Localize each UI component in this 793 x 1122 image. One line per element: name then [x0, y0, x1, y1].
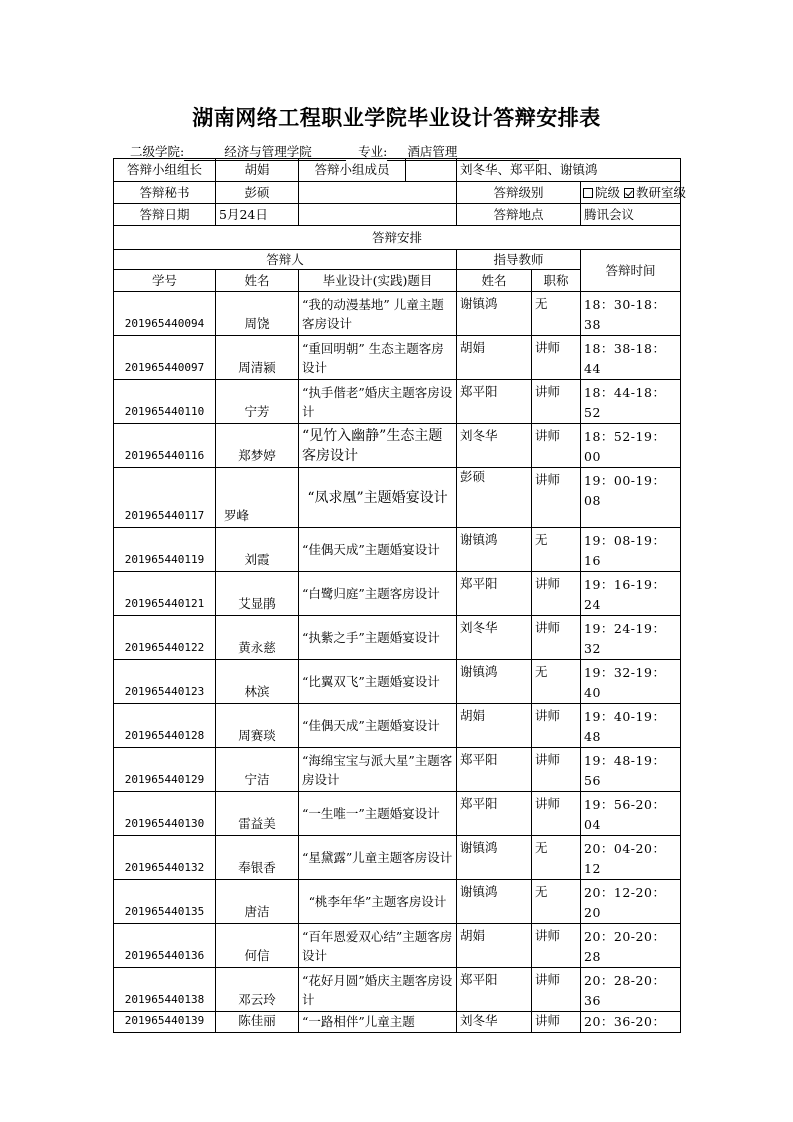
advisor-name: 郑平阳	[457, 572, 532, 616]
topic-title: “佳偶天成”主题婚宴设计	[299, 528, 457, 572]
table-row	[114, 836, 681, 880]
table-row	[114, 380, 681, 424]
topic-title: “海绵宝宝与派大星”主题客房设计	[299, 748, 457, 792]
topic-title: “执手偕老”婚庆主题客房设计	[299, 380, 457, 424]
student-id: 201965440122	[114, 616, 216, 660]
student-name: 林滨	[216, 660, 299, 704]
student-name: 郑梦婷	[216, 424, 299, 468]
group-header-row	[114, 250, 681, 270]
advisor-rank: 讲师	[532, 1012, 581, 1033]
defense-time: 19：24-19：32	[581, 616, 681, 660]
level-label: 答辩级别	[457, 182, 581, 204]
advisor-rank: 无	[532, 292, 581, 336]
advisor-name: 刘冬华	[457, 424, 532, 468]
level-dept-checkbox[interactable]	[624, 188, 634, 198]
table-row	[114, 336, 681, 380]
student-id: 201965440138	[114, 968, 216, 1012]
defense-time: 18：38-18：44	[581, 336, 681, 380]
advisor-name: 谢镇鸿	[457, 880, 532, 924]
student-name: 邓云玲	[216, 968, 299, 1012]
advisor-rank: 讲师	[532, 572, 581, 616]
advisor-rank: 讲师	[532, 380, 581, 424]
college-value: 经济与管理学院	[184, 142, 346, 161]
advisor-name: 谢镇鸿	[457, 292, 532, 336]
topic-title: “重回明朝” 生态主题客房设计	[299, 336, 457, 380]
major-value: 酒店管理	[387, 142, 539, 161]
table-row	[114, 468, 681, 528]
student-id: 201965440117	[114, 468, 216, 528]
student-id: 201965440121	[114, 572, 216, 616]
student-id: 201965440110	[114, 380, 216, 424]
secretary-spacer	[299, 182, 457, 204]
student-name: 罗峰	[216, 468, 299, 528]
student-name: 何信	[216, 924, 299, 968]
secretary-label: 答辩秘书	[114, 182, 216, 204]
defense-time: 18：44-18：52	[581, 380, 681, 424]
student-id: 201965440119	[114, 528, 216, 572]
table-row	[114, 572, 681, 616]
advisor-name: 刘冬华	[457, 1012, 532, 1033]
advisor-rank: 无	[532, 528, 581, 572]
date-spacer	[299, 204, 457, 226]
place-label: 答辩地点	[457, 204, 581, 226]
student-name: 周清颍	[216, 336, 299, 380]
student-name: 奉银香	[216, 836, 299, 880]
topic-title: “执紫之手”主题婚宴设计	[299, 616, 457, 660]
advisor-name: 彭硕	[457, 468, 532, 528]
advisor-name: 刘冬华	[457, 616, 532, 660]
table-row	[114, 528, 681, 572]
defense-time: 19：56-20：04	[581, 792, 681, 836]
defense-time: 19：40-19：48	[581, 704, 681, 748]
info-row-date	[114, 204, 681, 226]
table-row	[114, 880, 681, 924]
advisor-rank: 讲师	[532, 792, 581, 836]
topic-title: “一路相伴”儿童主题	[299, 1012, 457, 1033]
advisor-name: 谢镇鸿	[457, 660, 532, 704]
advisor-name: 郑平阳	[457, 968, 532, 1012]
advisor-rank: 讲师	[532, 704, 581, 748]
student-name: 周赛琰	[216, 704, 299, 748]
student-name: 陈佳丽	[216, 1012, 299, 1033]
defense-schedule-table	[113, 158, 687, 1033]
table-row	[114, 748, 681, 792]
student-name: 周饶	[216, 292, 299, 336]
topic-title: “佳偶天成”主题婚宴设计	[299, 704, 457, 748]
col-id: 学号	[114, 270, 216, 292]
section-title: 答辩安排	[114, 226, 681, 250]
major-label: 专业:	[358, 144, 388, 159]
defense-time: 20：36-20：	[581, 1012, 681, 1033]
members-value: 刘冬华、郑平阳、谢镇鸿	[457, 159, 681, 182]
advisor-rank: 讲师	[532, 924, 581, 968]
defense-time: 19：48-19：56	[581, 748, 681, 792]
date-value: 5月24日	[216, 204, 299, 226]
advisor-name: 郑平阳	[457, 792, 532, 836]
defense-time: 19：32-19：40	[581, 660, 681, 704]
student-name: 唐洁	[216, 880, 299, 924]
table-row	[114, 704, 681, 748]
student-name: 宁洁	[216, 748, 299, 792]
defense-time: 19：08-19：16	[581, 528, 681, 572]
col-advisor-title: 职称	[532, 270, 581, 292]
advisor-rank: 无	[532, 660, 581, 704]
defense-time: 20：20-20：28	[581, 924, 681, 968]
advisor-rank: 讲师	[532, 468, 581, 528]
student-name: 宁芳	[216, 380, 299, 424]
topic-title: “我的动漫基地” 儿童主题客房设计	[299, 292, 457, 336]
table-row	[114, 616, 681, 660]
topic-title: “百年恩爱双心结”主题客房设计	[299, 924, 457, 968]
student-id: 201965440130	[114, 792, 216, 836]
student-name: 黄永慈	[216, 616, 299, 660]
defense-time: 18：52-19：00	[581, 424, 681, 468]
table-row	[114, 968, 681, 1012]
group-advisor: 指导教师	[457, 250, 581, 270]
level-dept-label: 教研室级	[636, 184, 687, 200]
members-cell	[299, 159, 457, 182]
defense-time: 19：00-19：08	[581, 468, 681, 528]
table-row	[114, 660, 681, 704]
secretary-value: 彭硕	[216, 182, 299, 204]
student-name: 刘霞	[216, 528, 299, 572]
info-row-leader	[114, 159, 681, 182]
col-name: 姓名	[216, 270, 299, 292]
date-label: 答辩日期	[114, 204, 216, 226]
student-name: 雷益美	[216, 792, 299, 836]
level-options	[581, 182, 687, 204]
table-row	[114, 1012, 681, 1033]
defense-time: 19：16-19：24	[581, 572, 681, 616]
defense-time: 20：12-20：20	[581, 880, 681, 924]
advisor-name: 胡娟	[457, 336, 532, 380]
advisor-rank: 讲师	[532, 748, 581, 792]
topic-title: “一生唯一”主题婚宴设计	[299, 792, 457, 836]
student-id: 201965440116	[114, 424, 216, 468]
topic-title: “星黛露”儿童主题客房设计	[299, 836, 457, 880]
leader-value: 胡娟	[216, 159, 299, 182]
table-row	[114, 424, 681, 468]
advisor-name: 郑平阳	[457, 380, 532, 424]
student-id: 201965440139	[114, 1012, 216, 1033]
topic-title: “花好月圆”婚庆主题客房设计	[299, 968, 457, 1012]
advisor-name: 胡娟	[457, 704, 532, 748]
student-id: 201965440136	[114, 924, 216, 968]
section-row	[114, 226, 681, 250]
table-row	[114, 792, 681, 836]
student-id: 201965440123	[114, 660, 216, 704]
topic-title: “桃李年华”主题客房设计	[299, 880, 457, 924]
student-id: 201965440135	[114, 880, 216, 924]
topic-title: “白鹭归庭”主题客房设计	[299, 572, 457, 616]
col-advisor-name: 姓名	[457, 270, 532, 292]
defense-time: 18：30-18：38	[581, 292, 681, 336]
student-id: 201965440129	[114, 748, 216, 792]
col-time: 答辩时间	[581, 250, 681, 292]
student-id: 201965440094	[114, 292, 216, 336]
advisor-rank: 讲师	[532, 968, 581, 1012]
advisor-rank: 无	[532, 836, 581, 880]
page-title: 湖南网络工程职业学院毕业设计答辩安排表	[192, 105, 601, 130]
place-value: 腾讯会议	[581, 204, 681, 226]
members-label: 答辩小组成员	[299, 159, 406, 181]
college-label: 二级学院:	[130, 144, 185, 159]
level-college-label: 院级	[595, 184, 621, 200]
advisor-rank: 讲师	[532, 616, 581, 660]
topic-title: “凤求凰”主题婚宴设计	[299, 468, 457, 528]
advisor-rank: 讲师	[532, 424, 581, 468]
col-topic: 毕业设计(实践)题目	[299, 270, 457, 292]
table-row	[114, 924, 681, 968]
advisor-name: 郑平阳	[457, 748, 532, 792]
advisor-rank: 讲师	[532, 336, 581, 380]
advisor-name: 胡娟	[457, 924, 532, 968]
group-student: 答辩人	[114, 250, 457, 270]
student-id: 201965440097	[114, 336, 216, 380]
level-college-checkbox[interactable]	[583, 188, 593, 198]
advisor-rank: 无	[532, 880, 581, 924]
leader-label: 答辩小组组长	[114, 159, 216, 182]
defense-time: 20：28-20：36	[581, 968, 681, 1012]
advisor-name: 谢镇鸿	[457, 528, 532, 572]
advisor-name: 谢镇鸿	[457, 836, 532, 880]
student-id: 201965440128	[114, 704, 216, 748]
table-row	[114, 292, 681, 336]
info-row-secretary	[114, 182, 681, 204]
student-name: 艾显鹃	[216, 572, 299, 616]
topic-title: “见竹入幽静”生态主题客房设计	[299, 424, 457, 468]
defense-time: 20：04-20：12	[581, 836, 681, 880]
topic-title: “比翼双飞”主题婚宴设计	[299, 660, 457, 704]
student-id: 201965440132	[114, 836, 216, 880]
